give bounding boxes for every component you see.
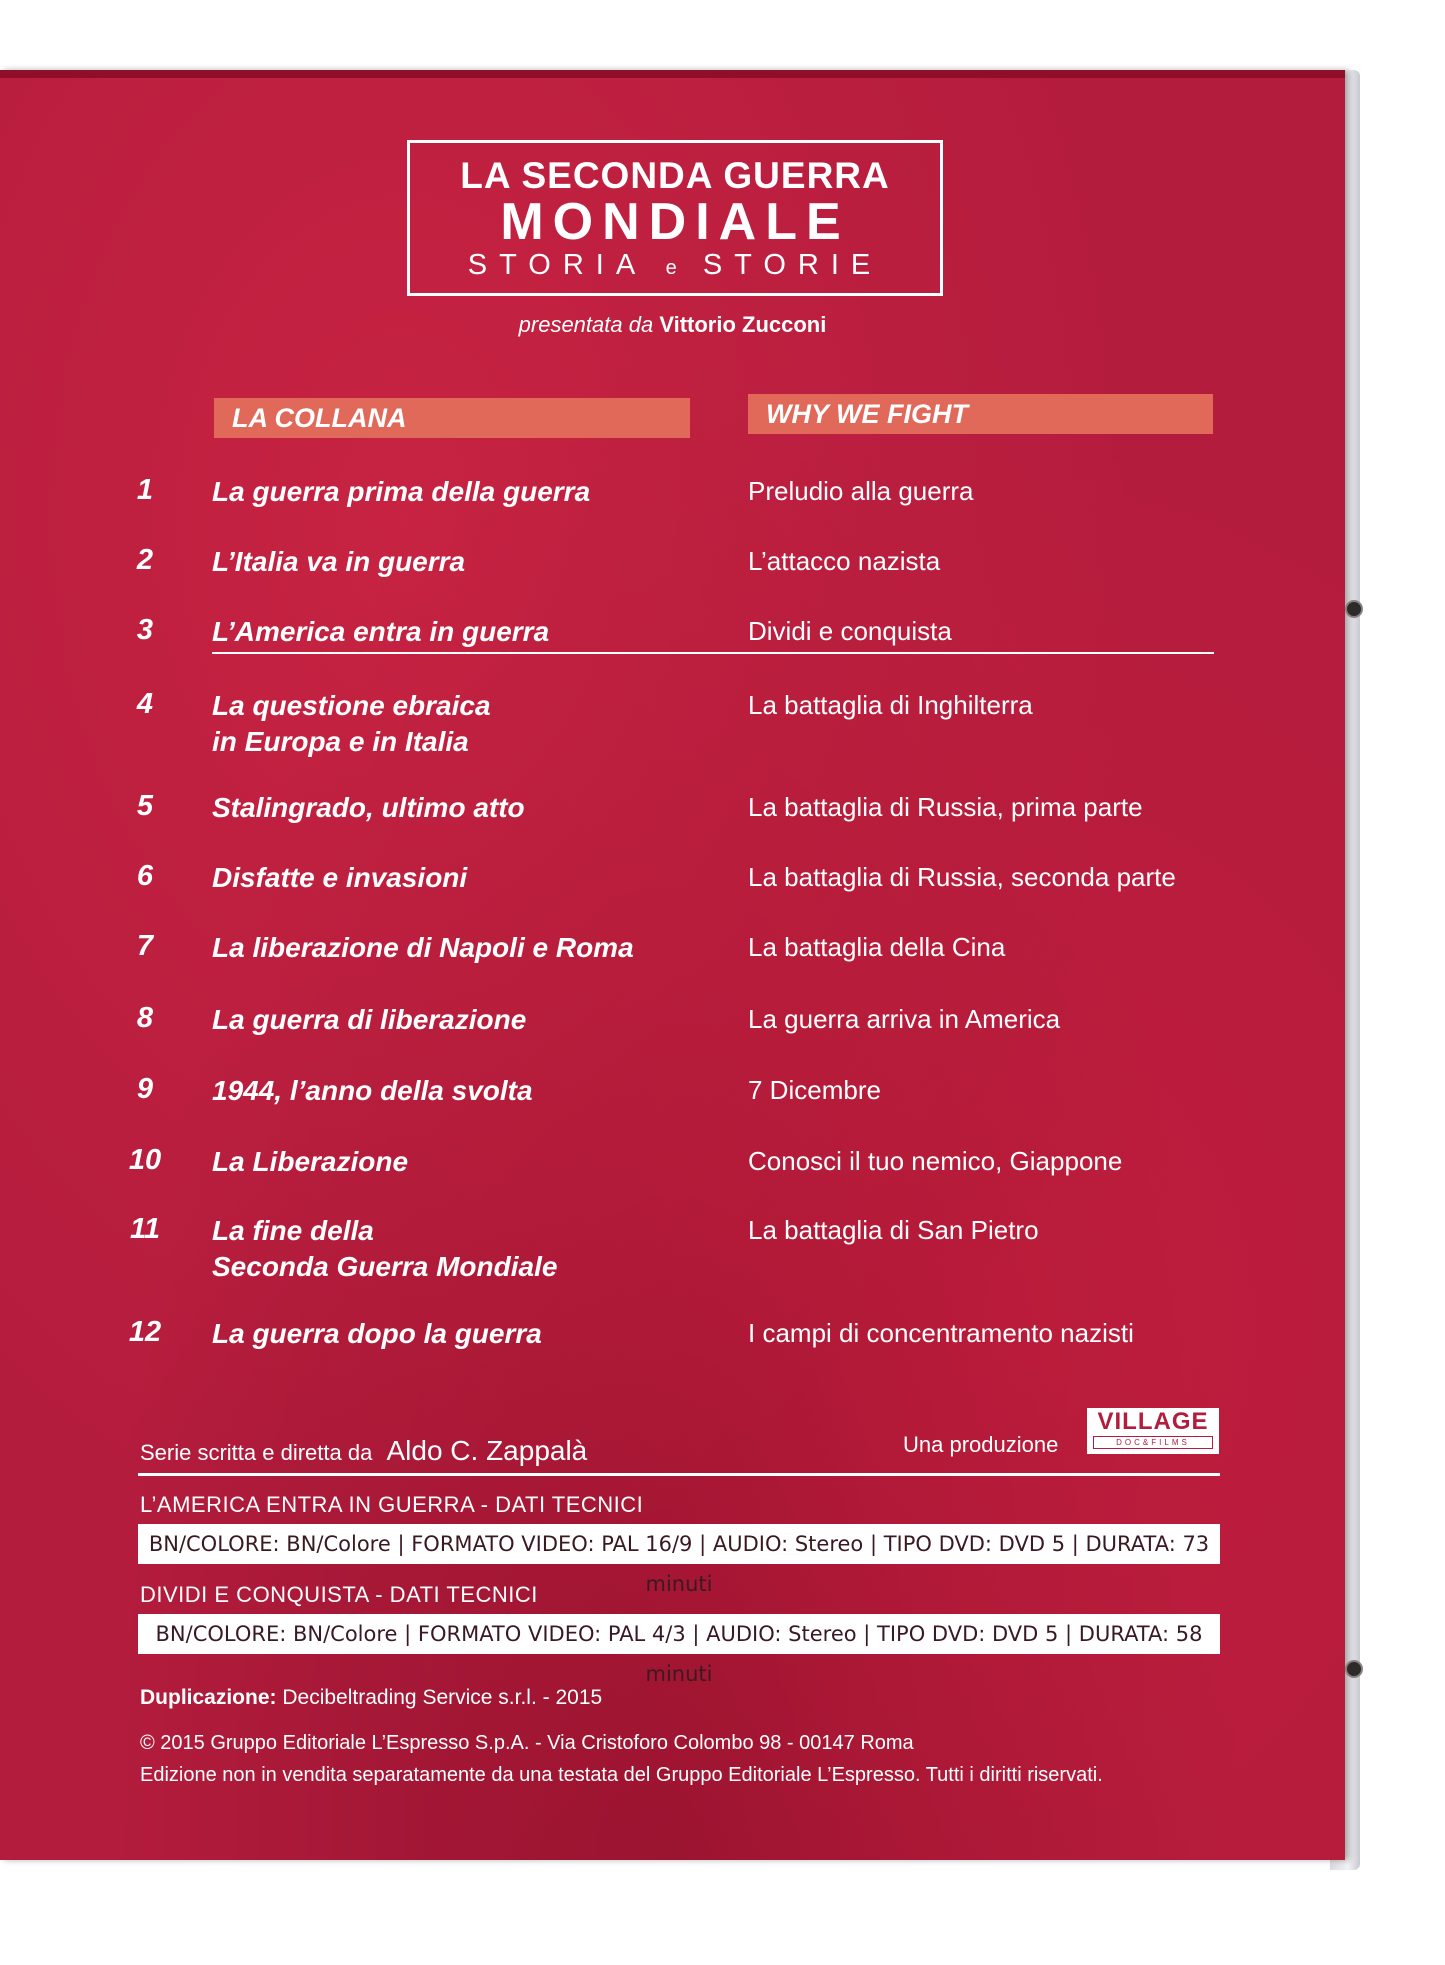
presenter-name: Vittorio Zucconi [659, 312, 827, 337]
case-clip-icon [1345, 600, 1363, 618]
presented-by [0, 312, 1345, 338]
footer-rule [138, 1473, 1220, 1476]
why-we-fight-title: La battaglia di Russia, prima parte [748, 792, 1143, 822]
episode-title-line2: Seconda Guerra Mondiale [212, 1251, 558, 1282]
duplication-value: Decibeltrading Service s.r.l. - 2015 [282, 1686, 603, 1709]
episode-title: La guerra dopo la guerra [212, 1318, 542, 1349]
why-we-fight-title: L’attacco nazista [748, 546, 941, 576]
title-box [407, 140, 943, 296]
why-we-fight-title: Dividi e conquista [748, 616, 952, 646]
subtitle-e: e [665, 257, 683, 279]
duplication-label: Duplicazione: [140, 1686, 277, 1709]
copyright-line2: Edizione non in vendita separatamente da una testata del Gruppo Editoriale L’Espresso. Tutti i diritti riservati. [140, 1764, 1103, 1786]
episode-title [212, 1213, 712, 1285]
why-we-fight-title: La battaglia di Russia, seconda parte [748, 862, 1176, 892]
why-we-fight-title: La battaglia della Cina [748, 932, 1006, 962]
why-we-fight-title: I campi di concentramento nazisti [748, 1318, 1134, 1348]
series-label: Serie scritta e diretta da [140, 1440, 373, 1465]
episode-number: 5 [136, 790, 154, 822]
column-header-collana: LA COLLANA [214, 398, 690, 438]
episode-number: 8 [136, 1002, 154, 1034]
episode-number: 2 [136, 544, 154, 576]
tech-specs-1: BN/COLORE: BN/Colore | FORMATO VIDEO: PAL 16/9 | AUDIO: Stereo | TIPO DVD: DVD 5 | DURATA: 73 minuti [138, 1524, 1220, 1564]
episode-number: 12 [128, 1316, 162, 1348]
episode-title: 1944, l’anno della svolta [212, 1075, 533, 1106]
episode-title: La guerra prima della guerra [212, 476, 591, 507]
why-we-fight-title: La battaglia di Inghilterra [748, 690, 1033, 720]
presented-prefix: presentata da [518, 312, 654, 337]
village-logo-main: VILLAGE [1097, 1408, 1209, 1435]
episode-number: 4 [136, 688, 154, 720]
copyright-line1: © 2015 Gruppo Editoriale L’Espresso S.p.A. - Via Cristoforo Colombo 98 - 00147 Roma [140, 1732, 914, 1754]
episode-number: 1 [136, 474, 154, 506]
why-we-fight-title: Conosci il tuo nemico, Giappone [748, 1146, 1123, 1176]
why-we-fight-title: La battaglia di San Pietro [748, 1215, 1039, 1245]
why-we-fight-title: La guerra arriva in America [748, 1004, 1061, 1034]
why-we-fight-title: Preludio alla guerra [748, 476, 974, 506]
episode-number: 11 [129, 1213, 161, 1245]
episode-title: La liberazione di Napoli e Roma [212, 932, 634, 963]
episode-title [212, 688, 712, 760]
series-author: Aldo C. Zappalà [386, 1435, 588, 1466]
episode-number: 3 [136, 614, 154, 646]
episode-number: 7 [136, 930, 154, 962]
copyright [140, 1727, 1103, 1791]
village-logo [1087, 1408, 1219, 1454]
production-label: Una produzione [903, 1432, 1059, 1457]
tech-heading-2: DIVIDI E CONQUISTA - DATI TECNICI [140, 1582, 538, 1607]
episode-number: 9 [136, 1073, 154, 1105]
episode-title: Stalingrado, ultimo atto [212, 792, 525, 823]
column-header-why-we-fight: WHY WE FIGHT [748, 394, 1213, 434]
episode-title: L’Italia va in guerra [212, 546, 466, 577]
case-clip-icon [1345, 1660, 1363, 1678]
episode-title: La Liberazione [212, 1146, 409, 1177]
subtitle-storia: STORIA [467, 249, 646, 281]
tech-heading-1: L’AMERICA ENTRA IN GUERRA - DATI TECNICI [140, 1492, 644, 1517]
episode-title-line2: in Europa e in Italia [212, 726, 469, 757]
episode-title: La guerra di liberazione [212, 1004, 527, 1035]
episode-title: Disfatte e invasioni [212, 862, 468, 893]
subtitle-storie: STORIE [702, 249, 883, 281]
tech-specs-2: BN/COLORE: BN/Colore | FORMATO VIDEO: PAL 4/3 | AUDIO: Stereo | TIPO DVD: DVD 5 | DURATA: 58 minuti [138, 1614, 1220, 1654]
subtitle [410, 247, 940, 286]
village-logo-sub: DOC&FILMS [1093, 1436, 1213, 1449]
duplication-credit [140, 1686, 602, 1710]
title-line1: LA SECONDA GUERRA [460, 155, 890, 196]
episode-number: 10 [128, 1144, 162, 1176]
episode-title: L’America entra in guerra [212, 616, 550, 647]
title-line2: MONDIALE [500, 193, 850, 251]
why-we-fight-title: 7 Dicembre [748, 1075, 881, 1105]
separator-line [212, 652, 1214, 654]
episode-title-line1: La fine della [212, 1215, 374, 1246]
episode-number: 6 [136, 860, 154, 892]
episode-title-line1: La questione ebraica [212, 690, 491, 721]
series-credit [140, 1435, 587, 1467]
